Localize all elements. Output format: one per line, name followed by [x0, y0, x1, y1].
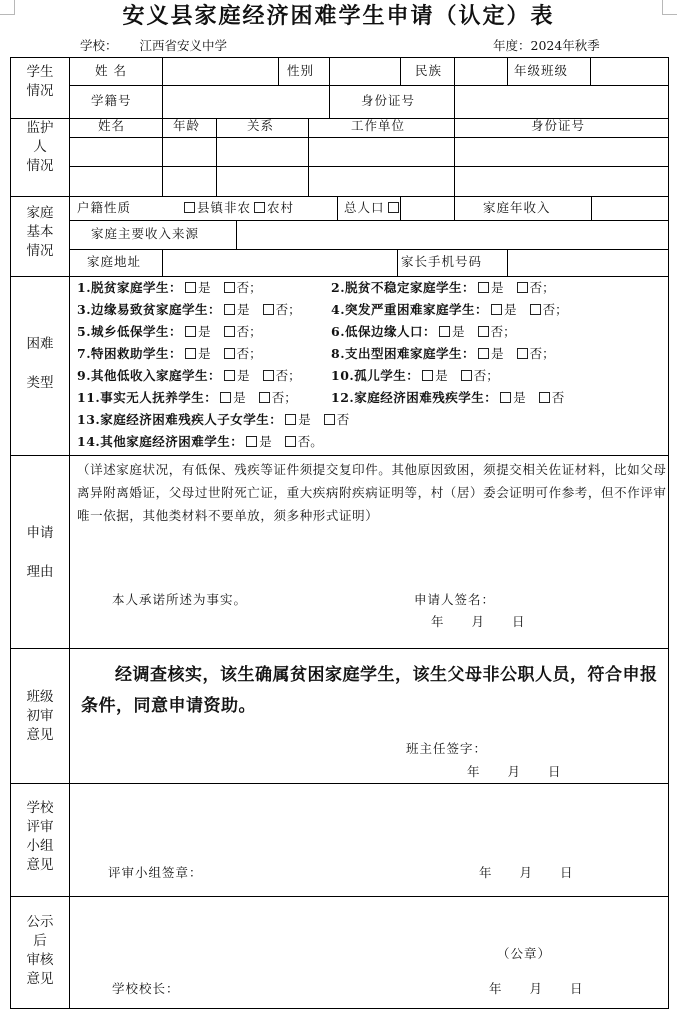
- checkbox-population[interactable]: [388, 202, 399, 213]
- principal-label: 学校校长：: [112, 981, 180, 996]
- section-school-review: 学校 评审 小组 意见: [26, 800, 54, 873]
- ethnicity-label: 民族: [415, 63, 443, 78]
- checkbox-no[interactable]: [324, 414, 335, 425]
- checkbox-urban[interactable]: [184, 202, 195, 213]
- checkbox-no[interactable]: [517, 282, 528, 293]
- hardship-item: 13.家庭经济困难残疾人子女学生： 是 否: [77, 412, 350, 427]
- review-group-date: 年 月 日: [479, 865, 574, 880]
- hardship-item: 9.其他低收入家庭学生： 是 否；: [77, 368, 301, 383]
- checkbox-yes[interactable]: [439, 326, 450, 337]
- hardship-item: 14.其他家庭经济困难学生： 是 否。: [77, 434, 323, 449]
- name-label: 姓 名: [95, 63, 127, 78]
- teacher-date: 年 月 日: [467, 764, 562, 779]
- population-label: 总人口: [344, 200, 401, 216]
- hardship-item: 8.支出型困难家庭学生： 是 否；: [331, 346, 555, 361]
- review-group-seal-label: 评审小组签章：: [108, 865, 203, 880]
- document-title: 安义县家庭经济困难学生申请（认定）表: [122, 3, 555, 29]
- reason-instructions: （详述家庭状况，有低保、残疾等证件须提交复印件。其他原因致困，须提交相关佐证材料，比如父母离异附离婚证，父母过世附死亡证，重大疾病附疾病证明等，村（居）委会证明可作参考，但不作评审唯一依据，其他类材料不要单放，须多种形式证明）: [77, 462, 667, 523]
- checkbox-no[interactable]: [259, 392, 270, 403]
- checkbox-no[interactable]: [539, 392, 550, 403]
- section-publicity-review: 公示 后 审核 意见: [26, 914, 54, 987]
- school-name: 江西省安义中学: [139, 38, 228, 53]
- hukou-label: 户籍性质: [77, 200, 132, 215]
- checkbox-yes[interactable]: [500, 392, 511, 403]
- checkbox-yes[interactable]: [224, 370, 235, 381]
- guardian-col-age: 年龄: [173, 118, 201, 133]
- hardship-item: 5.城乡低保学生： 是 否；: [77, 324, 262, 339]
- hardship-item: 7.特困救助学生： 是 否；: [77, 346, 262, 361]
- guardian-col-name: 姓名: [98, 118, 126, 133]
- section-reason: 申请 理由: [26, 525, 54, 580]
- hardship-item: 3.边缘易致贫家庭学生： 是 否；: [77, 302, 301, 317]
- school-line: [80, 38, 227, 54]
- checkbox-yes[interactable]: [491, 304, 502, 315]
- guardian-col-relation: 关系: [247, 118, 275, 133]
- checkbox-no[interactable]: [461, 370, 472, 381]
- applicant-date: 年 月 日: [431, 614, 526, 629]
- hardship-item: 6.低保边缘人口： 是 否；: [331, 324, 516, 339]
- section-family: 家庭 基本 情况: [26, 205, 54, 259]
- hardship-item: 10.孤儿学生： 是 否；: [331, 368, 499, 383]
- official-seal-label: （公章）: [497, 946, 552, 961]
- hardship-item: 4.突发严重困难家庭学生： 是 否；: [331, 302, 568, 317]
- section-student: 学生 情况: [26, 64, 54, 99]
- year-label: 年度：2024年秋季: [493, 38, 600, 53]
- parent-phone-label: 家长手机号码: [401, 254, 483, 269]
- checkbox-no[interactable]: [530, 304, 541, 315]
- section-hardship: 困难 类型: [26, 336, 54, 391]
- checkbox-yes[interactable]: [246, 436, 257, 447]
- checkbox-yes[interactable]: [185, 282, 196, 293]
- checkbox-no[interactable]: [224, 282, 235, 293]
- income-source-label: 家庭主要收入来源: [91, 226, 200, 241]
- checkbox-yes[interactable]: [220, 392, 231, 403]
- hardship-item: 1.脱贫家庭学生： 是 否；: [77, 280, 262, 295]
- checkbox-no[interactable]: [285, 436, 296, 447]
- hardship-item: 2.脱贫不稳定家庭学生： 是 否；: [331, 280, 555, 295]
- checkbox-no[interactable]: [263, 370, 274, 381]
- address-label: 家庭地址: [87, 254, 142, 269]
- class-review-opinion: 经调查核实，该生确属贫困家庭学生，该生父母非公职人员，符合申报条件，同意申请资助。: [81, 665, 658, 716]
- guardian-col-employer: 工作单位: [351, 118, 406, 133]
- student-id-label: 身份证号: [361, 93, 416, 108]
- gender-label: 性别: [287, 63, 315, 78]
- section-guardian: 监护 人 情况: [26, 120, 54, 174]
- checkbox-no[interactable]: [224, 348, 235, 359]
- hardship-item: 12.家庭经济困难残疾学生： 是 否: [331, 390, 565, 405]
- checkbox-no[interactable]: [517, 348, 528, 359]
- school-label: 学校：: [80, 38, 118, 53]
- applicant-signature-label: 申请人签名：: [414, 592, 496, 607]
- checkbox-yes[interactable]: [478, 282, 489, 293]
- checkbox-yes[interactable]: [185, 348, 196, 359]
- grade-class-label: 年级班级: [514, 63, 569, 78]
- checkbox-no[interactable]: [478, 326, 489, 337]
- hukou-options: 县镇非农 农村: [181, 200, 294, 216]
- checkbox-yes[interactable]: [285, 414, 296, 425]
- checkbox-yes[interactable]: [422, 370, 433, 381]
- checkbox-no[interactable]: [224, 326, 235, 337]
- checkbox-yes[interactable]: [224, 304, 235, 315]
- checkbox-no[interactable]: [263, 304, 274, 315]
- teacher-signature-label: 班主任签字：: [406, 741, 488, 756]
- section-class-review: 班级 初审 意见: [26, 689, 54, 743]
- annual-income-label: 家庭年收入: [483, 200, 551, 215]
- guardian-col-id: 身份证号: [531, 118, 586, 133]
- checkbox-yes[interactable]: [185, 326, 196, 337]
- promise-text: 本人承诺所述为事实。: [112, 592, 248, 607]
- checkbox-rural[interactable]: [254, 202, 265, 213]
- hardship-item: 11.事实无人抚养学生： 是 否；: [77, 390, 297, 405]
- principal-date: 年 月 日: [489, 981, 584, 996]
- checkbox-yes[interactable]: [478, 348, 489, 359]
- student-no-label: 学籍号: [91, 93, 132, 108]
- application-form: [10, 57, 669, 1009]
